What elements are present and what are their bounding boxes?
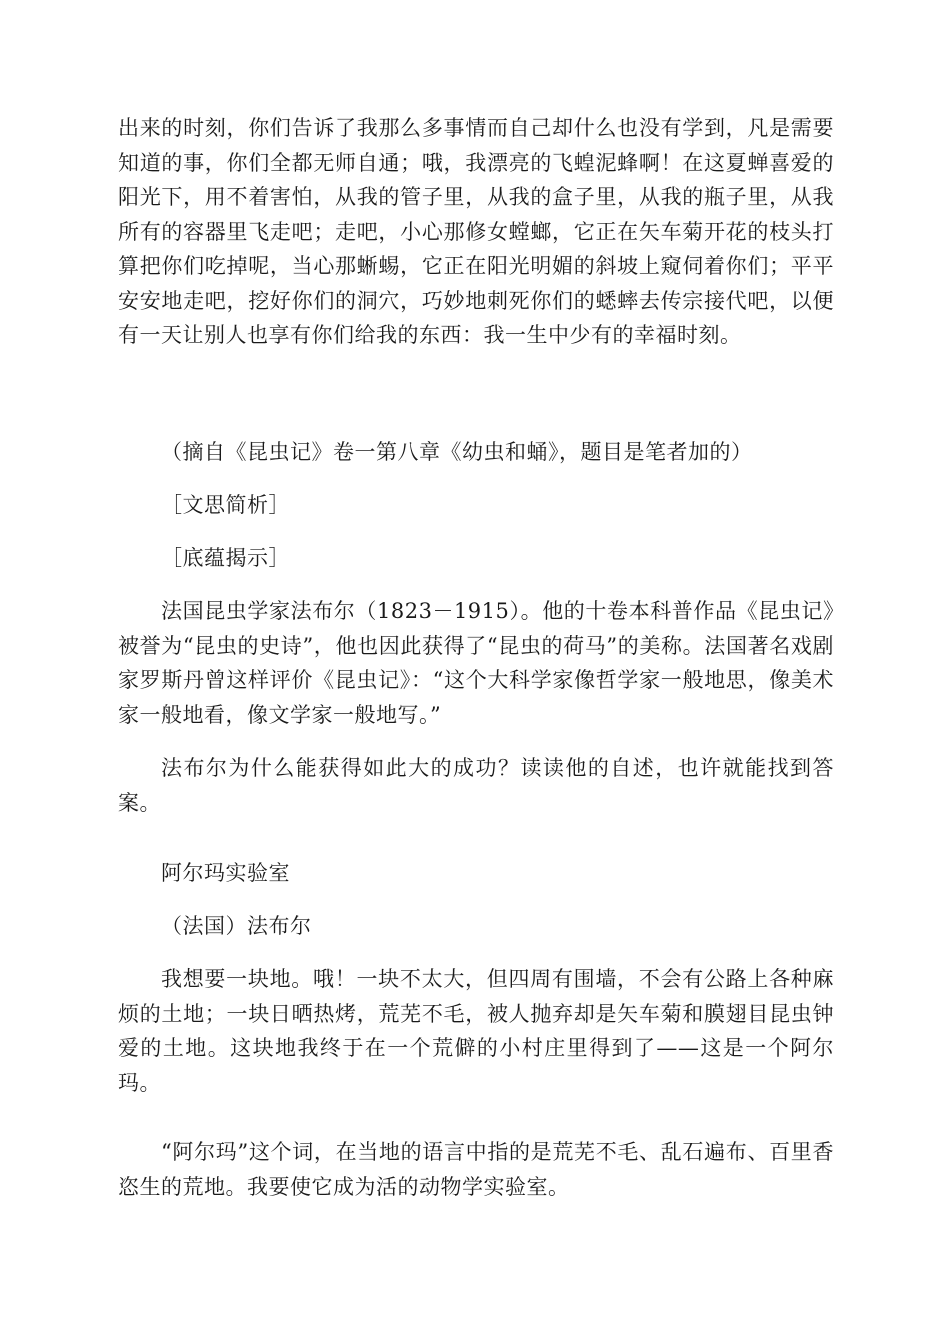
section-heading-background: ［底蕴揭示］	[161, 546, 290, 570]
article-paragraph-2: “阿尔玛”这个词，在当地的语言中指的是荒芜不毛、乱石遍布、百里香恣生的荒地。我要使它成为活的动物学实验室。	[118, 1140, 834, 1199]
continued-paragraph: 出来的时刻，你们告诉了我那么多事情而自己却什么也没有学到，凡是需要知道的事，你们全都无师自通；哦，我漂亮的飞蝗泥蜂啊！在这夏蝉喜爱的阳光下，用不着害怕，从我的管子里，从我的盒子里，从我的瓶子里，从我所有的容器里飞走吧；走吧，小心那修女螳螂，它正在矢车菊开花的枝头打算把你们吃掉呢，当心那蜥蜴，它正在阳光明媚的斜坡上窥伺着你们；平平安安地走吧，挖好你们的洞穴，巧妙地刺死你们的蟋蟀去传宗接代吧，以便有一天让别人也享有你们给我的东西：我一生中少有的幸福时刻。	[118, 116, 834, 347]
article-author: （法国）法布尔	[161, 914, 312, 938]
section-heading-analysis: ［文思简析］	[161, 493, 290, 517]
article-paragraph-1: 我想要一块地。哦！一块不太大，但四周有围墙，不会有公路上各种麻烦的土地；一块日晒热烤，荒芜不毛，被人抛弃却是矢车菊和膜翅目昆虫钟爱的土地。这块地我终于在一个荒僻的小村庄里得到了——这是一个阿尔玛。	[118, 967, 834, 1095]
question-paragraph: 法布尔为什么能获得如此大的成功？读读他的自述，也许就能找到答案。	[118, 756, 834, 815]
author-intro-paragraph: 法国昆虫学家法布尔（1823－1915）。他的十卷本科普作品《昆虫记》被誉为“昆虫的史诗”，他也因此获得了“昆虫的荷马”的美称。法国著名戏剧家罗斯丹曾这样评价《昆虫记》：“这个大科学家像哲学家一般地思，像美术家一般地看，像文学家一般地写。”	[118, 599, 834, 727]
source-citation: （摘自《昆虫记》卷一第八章《幼虫和蛹》，题目是笔者加的）	[161, 440, 753, 464]
article-title: 阿尔玛实验室	[161, 861, 290, 885]
